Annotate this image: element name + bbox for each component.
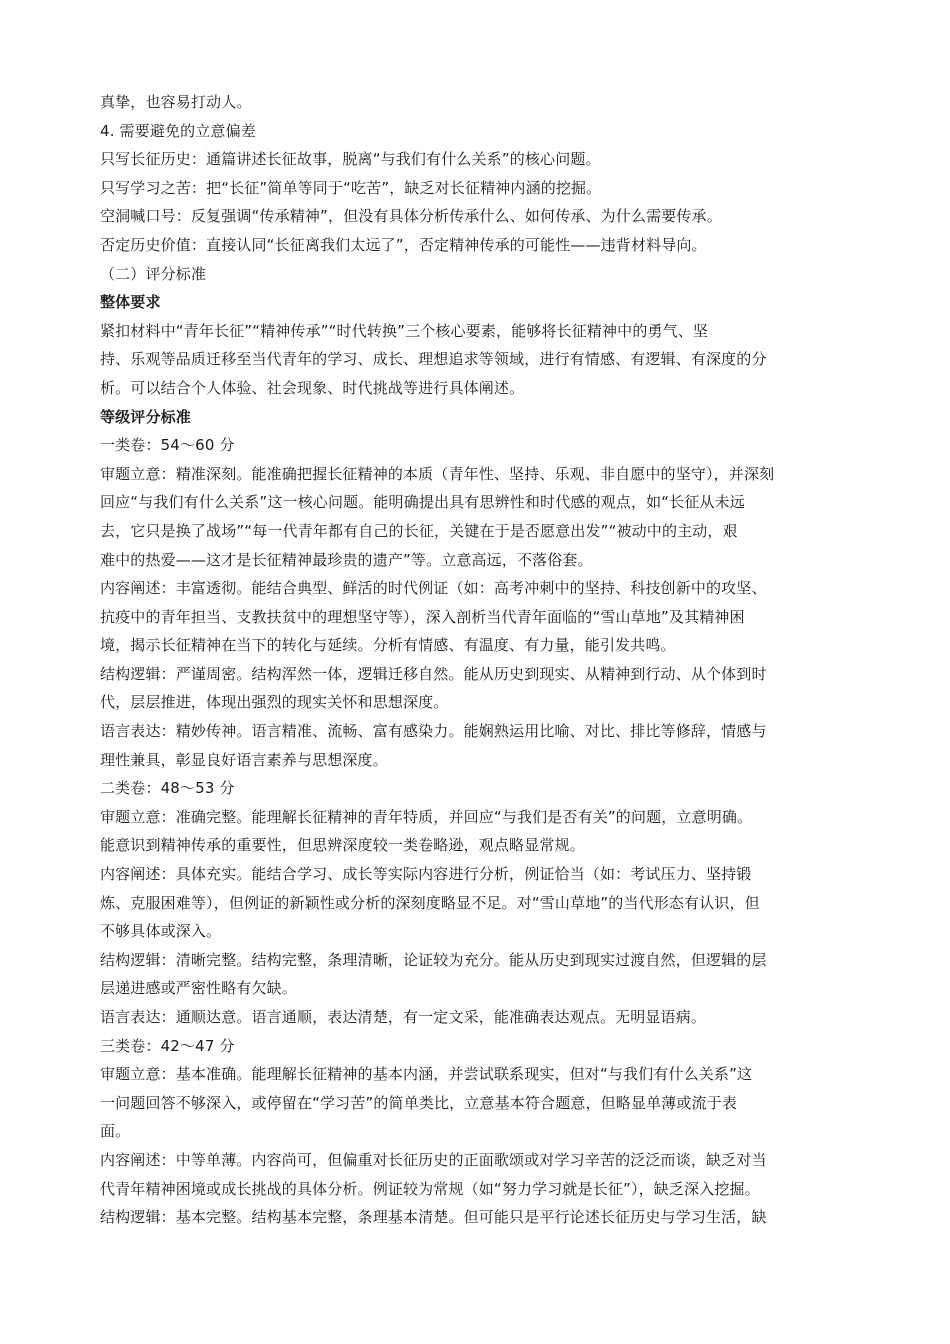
text-line: 语言表达：通顺达意。语言通顺，表达清楚，有一定文采，能准确表达观点。无明显语病。 [100,1008,707,1026]
text-line: 语言表达：精妙传神。语言精准、流畅、富有感染力。能娴熟运用比喻、对比、排比等修辞，情感与 [100,722,767,741]
text-line: 结构逻辑：严谨周密。结构浑然一体，逻辑迁移自然。能从历史到现实、从精神到行动、从个体到时 [100,664,767,683]
text-line: 内容阐述：丰富透彻。能结合典型、鲜活的时代例证（如：高考冲刺中的坚持、科技创新中的攻坚、 [100,579,767,598]
text-line: 空洞喊口号：反复强调“传承精神”，但没有具体分析传承什么、如何传承、为什么需要传承。 [100,207,722,226]
text-line: 去，它只是换了战场”“每一代青年都有自己的长征，关键在于是否愿意出发”“被动中的主动，艰 [100,521,738,540]
text-line: 审题立意：基本准确。能理解长征精神的基本内涵，并尝试联系现实，但对“与我们有什么关系”这 [100,1065,753,1084]
section-heading: 整体要求 [100,293,161,312]
text-line: 三类卷：42～47 分 [100,1036,235,1055]
text-line: 真挚，也容易打动人。 [100,93,252,111]
text-line: 4. 需要避免的立意偏差 [100,121,256,140]
text-line: 面。 [100,1122,131,1141]
text-line: 一类卷：54～60 分 [100,436,235,455]
text-line: 代青年精神困境或成长挑战的具体分析。例证较为常规（如“努力学习就是长征”），缺乏深入挖掘。 [100,1179,760,1198]
text-line: 层递进感或严密性略有欠缺。 [100,979,297,998]
text-line: 否定历史价值：直接认同“长征离我们太远了”，否定精神传承的可能性——违背材料导向。 [100,235,707,254]
text-line: 能意识到精神传承的重要性，但思辨深度较一类卷略逊，观点略显常规。 [100,836,585,855]
text-line: 不够具体或深入。 [100,922,222,941]
section-heading: 等级评分标准 [100,407,191,426]
text-line: 审题立意：准确完整。能理解长征精神的青年特质，并回应“与我们是否有关”的问题，立意明确。 [100,807,753,826]
text-line: 结构逻辑：清晰完整。结构完整，条理清晰，论证较为充分。能从历史到现实过渡自然，但逻辑的层 [100,950,767,969]
text-line: 持、乐观等品质迁移至当代青年的学习、成长、理想追求等领域，进行有情感、有逻辑、有深度的分 [100,350,767,369]
text-line: 难中的热爱——这才是长征精神最珍贵的遗产”等。立意高远，不落俗套。 [100,550,593,569]
text-line: 只写长征历史：通篇讲述长征故事，脱离“与我们有什么关系”的核心问题。 [100,150,601,169]
text-line: 代，层层推进，体现出强烈的现实关怀和思想深度。 [100,693,449,712]
text-line: 内容阐述：中等单薄。内容尚可，但偏重对长征历史的正面歌颂或对学习辛苦的泛泛而谈，缺乏对当 [100,1150,767,1169]
text-line: 理性兼具，彰显良好语言素养与思想深度。 [100,750,388,769]
text-line: 抗疫中的青年担当、支教扶贫中的理想坚守等），深入剖析当代青年面临的“雪山草地”及其精神困 [100,607,745,626]
text-line: 析。可以结合个人体验、社会现象、时代挑战等进行具体阐述。 [100,378,525,397]
text-line: 炼、克服困难等），但例证的新颖性或分析的深刻度略显不足。对“雪山草地”的当代形态有认识，但 [100,893,760,912]
text-line: 一问题回答不够深入，或停留在“学习苦”的简单类比，立意基本符合题意，但略显单薄或流于表 [100,1093,737,1112]
text-line: 紧扣材料中“青年长征”“精神传承”“时代转换”三个核心要素，能够将长征精神中的勇气、坚 [100,321,709,340]
text-line: 二类卷：48～53 分 [100,779,235,798]
text-line: 审题立意：精准深刻。能准确把握长征精神的本质（青年性、坚持、乐观、非自愿中的坚守），并深刻 [100,464,775,483]
text-line: 内容阐述：具体充实。能结合学习、成长等实际内容进行分析，例证恰当（如：考试压力、坚持锻 [100,865,752,884]
text-line: （二）评分标准 [100,264,207,283]
text-line: 回应“与我们有什么关系”这一核心问题。能明确提出具有思辨性和时代感的观点，如“长征从未远 [100,493,745,512]
text-line: 只写学习之苦：把“长征”简单等同于“吃苦”，缺乏对长征精神内涵的挖掘。 [100,178,602,197]
document-body [100,88,842,1232]
text-line: 结构逻辑：基本完整。结构基本完整，条理基本清楚。但可能只是平行论述长征历史与学习生活，缺 [100,1208,767,1227]
text-line: 境，揭示长征精神在当下的转化与延续。分析有情感、有温度、有力量，能引发共鸣。 [100,636,676,655]
